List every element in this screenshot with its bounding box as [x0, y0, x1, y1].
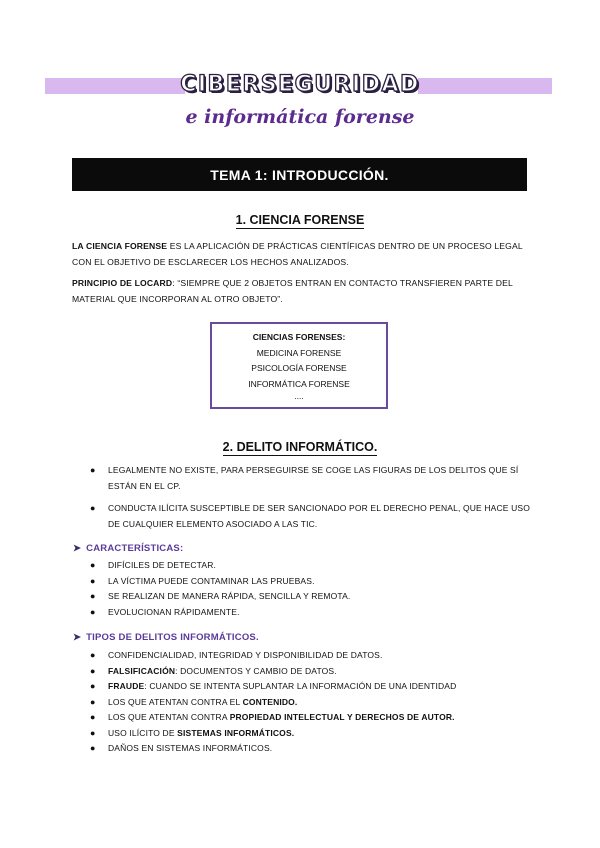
- subheading-tipos-delitos: ➤ TIPOS DE DELITOS INFORMÁTICOS.: [73, 632, 259, 643]
- list-item: ● DIFÍCILES DE DETECTAR.: [88, 558, 533, 574]
- list-item: ● USO ILÍCITO DE SISTEMAS INFORMÁTICOS.: [88, 726, 533, 742]
- list-item: ● CONDUCTA ILÍCITA SUSCEPTIBLE DE SER SANCIONADO POR EL DERECHO PENAL, QUE HACE USO DE CUALQUIER ELEMENTO ASOCIADO A LAS TIC.: [88, 500, 533, 532]
- bullet-icon: ●: [90, 591, 96, 601]
- definition-principio-locard: : “SIEMPRE QUE 2 OBJETOS ENTRAN EN CONTACTO TRANSFIEREN PARTE DEL MATERIAL QUE INCORPORAN AL OTRO OBJETO”.: [72, 278, 513, 304]
- paragraph-principio-locard: [72, 275, 532, 307]
- arrow-right-icon: ➤: [73, 632, 82, 643]
- list-item: ● LA VÍCTIMA PUEDE CONTAMINAR LAS PRUEBAS.: [88, 574, 533, 590]
- bullet-icon: ●: [90, 665, 96, 676]
- list-item: ● EVOLUCIONAN RÁPIDAMENTE.: [88, 605, 533, 621]
- subheading-caracteristicas: ➤ CARACTERÍSTICAS:: [73, 543, 184, 554]
- bullet-icon: ●: [90, 650, 96, 660]
- definition-ciencia-forense: ES LA APLICACIÓN DE PRÁCTICAS CIENTÍFICAS DENTRO DE UN PROCESO LEGAL CON EL OBJETIVO DE ESCLARECER LOS HECHOS ANALIZADOS.: [72, 241, 523, 267]
- box-title: CIENCIAS FORENSES:: [252, 332, 346, 342]
- list-item: ● CONFIDENCIALIDAD, INTEGRIDAD Y DISPONIBILIDAD DE DATOS.: [88, 648, 533, 664]
- paragraph-ciencia-forense: [72, 238, 532, 270]
- bullet-icon: ●: [90, 727, 96, 738]
- delito-bullet-list: [88, 462, 533, 538]
- document-title: CIBERSEGURIDAD: [180, 72, 420, 97]
- bullet-icon: ●: [90, 606, 96, 617]
- bullet-icon: ●: [90, 681, 96, 691]
- term-principio-locard: PRINCIPIO DE LOCARD: [72, 278, 173, 288]
- caracteristicas-list: [88, 558, 533, 620]
- list-item: ● FALSIFICACIÓN: DOCUMENTOS Y CAMBIO DE DATOS.: [88, 664, 533, 680]
- tipos-delitos-list: [88, 648, 533, 757]
- bullet-icon: ●: [90, 696, 96, 707]
- box-item: ....: [294, 391, 304, 401]
- list-item: ● DAÑOS EN SISTEMAS INFORMÁTICOS.: [88, 741, 533, 757]
- ciencias-forenses-box: [210, 322, 388, 409]
- box-item: PSICOLOGÍA FORENSE: [251, 363, 347, 373]
- section-heading-delito-informatico: 2. DELITO INFORMÁTICO.: [222, 440, 378, 454]
- list-item: ● LOS QUE ATENTAN CONTRA PROPIEDAD INTELECTUAL Y DERECHOS DE AUTOR.: [88, 710, 533, 726]
- topic-title: TEMA 1: INTRODUCCIÓN.: [210, 166, 389, 183]
- list-item: ● LOS QUE ATENTAN CONTRA EL CONTENIDO.: [88, 695, 533, 711]
- topic-title-bar: [72, 158, 527, 191]
- bullet-icon: ●: [90, 465, 96, 475]
- list-item: ● LEGALMENTE NO EXISTE, PARA PERSEGUIRSE SE COGE LAS FIGURAS DE LOS DELITOS QUE SÍ ESTÁN EN EL CP.: [88, 462, 533, 494]
- box-item: MEDICINA FORENSE: [256, 347, 342, 358]
- bullet-icon: ●: [90, 575, 96, 586]
- box-item: INFORMÁTICA FORENSE: [248, 378, 350, 389]
- section-heading-ciencia-forense: 1. CIENCIA FORENSE: [235, 213, 365, 227]
- document-subtitle: e informática forense: [185, 106, 415, 128]
- term-ciencia-forense: LA CIENCIA FORENSE: [72, 241, 168, 251]
- bullet-icon: ●: [90, 503, 96, 513]
- list-item: ● FRAUDE: CUANDO SE INTENTA SUPLANTAR LA INFORMACIÓN DE UNA IDENTIDAD: [88, 679, 533, 695]
- bullet-icon: ●: [90, 560, 96, 570]
- bullet-icon: ●: [90, 712, 96, 722]
- bullet-icon: ●: [90, 743, 96, 753]
- list-item: ● SE REALIZAN DE MANERA RÁPIDA, SENCILLA Y REMOTA.: [88, 589, 533, 605]
- arrow-right-icon: ➤: [73, 543, 82, 554]
